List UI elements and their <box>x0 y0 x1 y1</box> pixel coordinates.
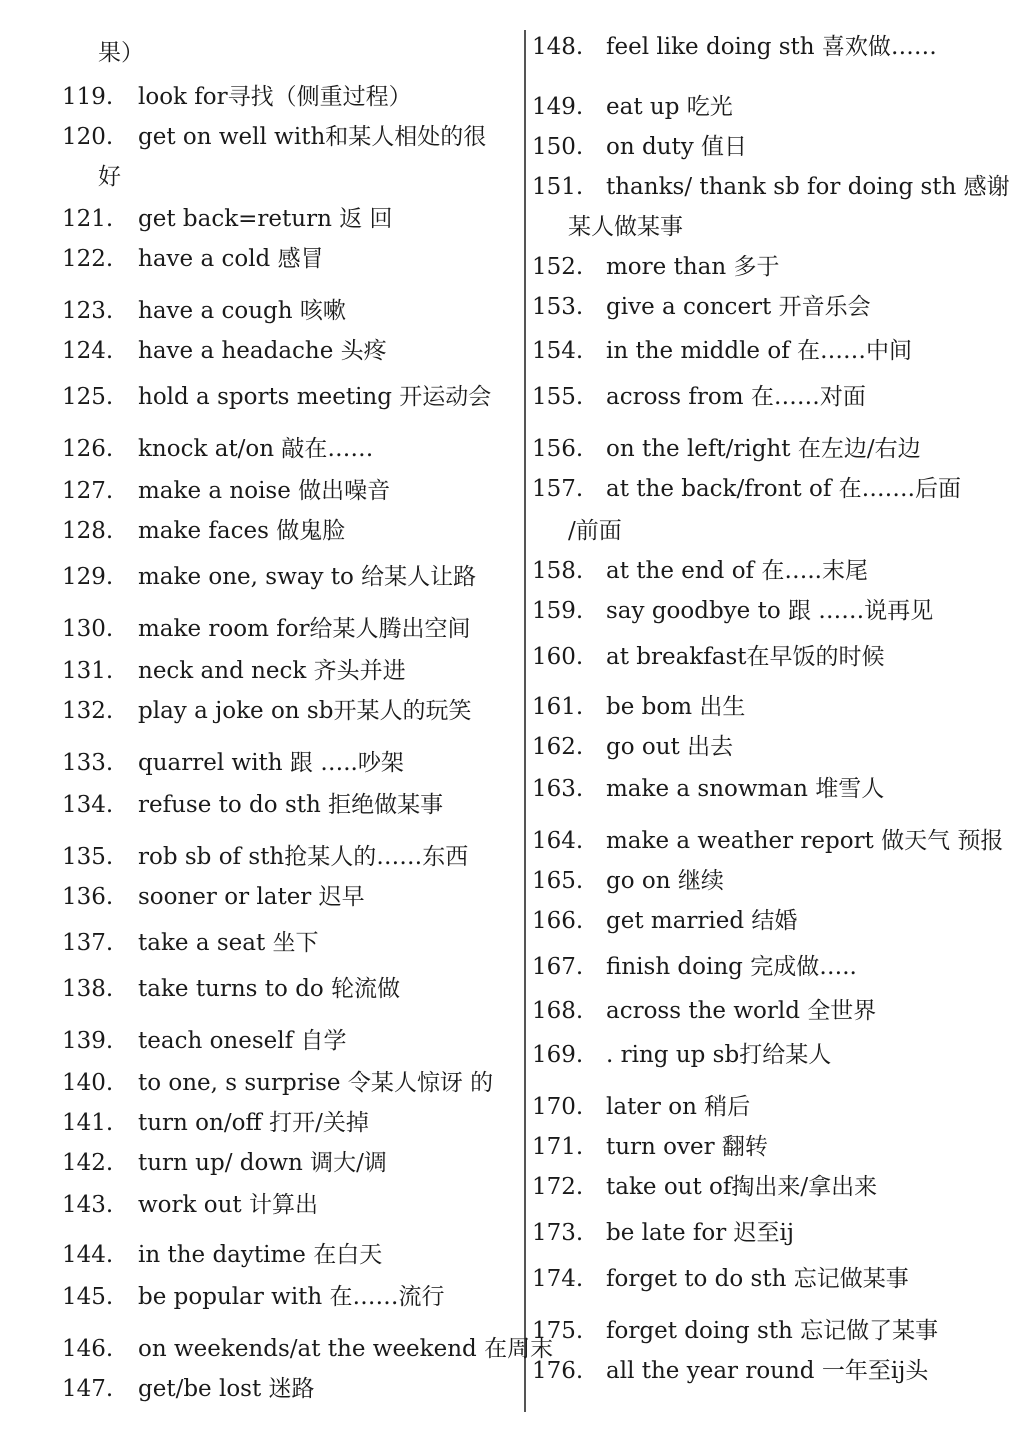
item-text: make room for给某人腾出空间 <box>138 616 471 642</box>
item-text: take turns to do 轮流做 <box>138 976 401 1002</box>
item-text: feel like doing sth 喜欢做…… <box>606 34 937 60</box>
item-number: 152. <box>532 254 584 280</box>
item-text: turn over 翻转 <box>606 1134 768 1160</box>
item-text: get back=return 返 回 <box>138 206 393 232</box>
item-text: take a seat 坐下 <box>138 930 319 956</box>
item-number: 138. <box>62 976 114 1002</box>
item-number: 160. <box>532 644 584 670</box>
item-number: 150. <box>532 134 584 160</box>
item-text: work out 计算出 <box>138 1192 318 1218</box>
item-number: 164. <box>532 828 584 854</box>
item-number: 136. <box>62 884 114 910</box>
continued-text: 好 <box>98 164 121 190</box>
column-divider <box>524 30 526 1412</box>
item-text: be popular with 在……流行 <box>138 1284 445 1310</box>
item-text: refuse to do sth 拒绝做某事 <box>138 792 444 818</box>
item-text: be bom 出生 <box>606 694 746 720</box>
item-text: forget doing sth 忘记做了某事 <box>606 1318 939 1344</box>
item-number: 173. <box>532 1220 584 1246</box>
item-text: finish doing 完成做….. <box>606 954 857 980</box>
item-text: neck and neck 齐头并进 <box>138 658 406 684</box>
item-text: knock at/on 敲在…… <box>138 436 374 462</box>
item-number: 154. <box>532 338 584 364</box>
item-number: 157. <box>532 476 584 502</box>
item-number: 166. <box>532 908 584 934</box>
item-text: take out of掏出来/拿出来 <box>606 1174 878 1200</box>
item-number: 137. <box>62 930 114 956</box>
item-number: 119. <box>62 84 114 110</box>
item-number: 123. <box>62 298 114 324</box>
item-number: 122. <box>62 246 114 272</box>
item-number: 131. <box>62 658 114 684</box>
item-number: 174. <box>532 1266 584 1292</box>
item-text: across the world 全世界 <box>606 998 877 1024</box>
item-text: say goodbye to 跟 ……说再见 <box>606 598 934 624</box>
item-number: 133. <box>62 750 114 776</box>
item-number: 176. <box>532 1358 584 1384</box>
item-number: 172. <box>532 1174 584 1200</box>
item-number: 163. <box>532 776 584 802</box>
item-number: 153. <box>532 294 584 320</box>
item-number: 140. <box>62 1070 114 1096</box>
item-number: 143. <box>62 1192 114 1218</box>
item-number: 158. <box>532 558 584 584</box>
item-number: 134. <box>62 792 114 818</box>
item-text: on duty 值日 <box>606 134 748 160</box>
item-text: to one, s surprise 令某人惊讶 的 <box>138 1070 494 1096</box>
item-number: 159. <box>532 598 584 624</box>
continued-text: 果） <box>98 40 144 66</box>
item-text: turn up/ down 调大/调 <box>138 1150 387 1176</box>
continued-text: /前面 <box>568 518 622 544</box>
item-number: 135. <box>62 844 114 870</box>
item-number: 175. <box>532 1318 584 1344</box>
item-text: all the year round 一年至ij头 <box>606 1358 929 1384</box>
item-text: on the left/right 在左边/右边 <box>606 436 921 462</box>
item-text: thanks/ thank sb for doing sth 感谢 <box>606 174 1010 200</box>
item-number: 125. <box>62 384 114 410</box>
item-number: 151. <box>532 174 584 200</box>
item-text: at the end of 在…..末尾 <box>606 558 868 584</box>
item-text: get married 结婚 <box>606 908 798 934</box>
item-number: 128. <box>62 518 114 544</box>
item-text: have a headache 头疼 <box>138 338 387 364</box>
item-text: . ring up sb打给某人 <box>606 1042 832 1068</box>
item-text: make faces 做鬼脸 <box>138 518 346 544</box>
item-text: more than 多于 <box>606 254 780 280</box>
item-number: 142. <box>62 1150 114 1176</box>
item-number: 167. <box>532 954 584 980</box>
item-text: have a cough 咳嗽 <box>138 298 346 324</box>
item-number: 144. <box>62 1242 114 1268</box>
item-number: 165. <box>532 868 584 894</box>
item-text: have a cold 感冒 <box>138 246 324 272</box>
item-text: go out 出去 <box>606 734 734 760</box>
item-text: make a noise 做出噪音 <box>138 478 391 504</box>
item-text: in the daytime 在白天 <box>138 1242 383 1268</box>
item-number: 169. <box>532 1042 584 1068</box>
item-number: 146. <box>62 1336 114 1362</box>
item-text: turn on/off 打开/关掉 <box>138 1110 369 1136</box>
item-number: 121. <box>62 206 114 232</box>
item-number: 139. <box>62 1028 114 1054</box>
item-text: go on 继续 <box>606 868 724 894</box>
item-text: on weekends/at the weekend 在周末 <box>138 1336 554 1362</box>
item-number: 149. <box>532 94 584 120</box>
item-text: teach oneself 自学 <box>138 1028 347 1054</box>
item-text: forget to do sth 忘记做某事 <box>606 1266 909 1292</box>
item-text: in the middle of 在……中间 <box>606 338 913 364</box>
item-text: rob sb of sth抢某人的……东西 <box>138 844 469 870</box>
item-text: make one, sway to 给某人让路 <box>138 564 477 590</box>
item-text: across from 在……对面 <box>606 384 866 410</box>
item-number: 120. <box>62 124 114 150</box>
item-number: 132. <box>62 698 114 724</box>
item-text: make a weather report 做天气 预报 <box>606 828 1004 854</box>
item-number: 168. <box>532 998 584 1024</box>
item-text: at the back/front of 在…….后面 <box>606 476 961 502</box>
item-number: 170. <box>532 1094 584 1120</box>
continued-text: 某人做某事 <box>568 214 683 240</box>
item-number: 145. <box>62 1284 114 1310</box>
item-text: be late for 迟至ij <box>606 1220 795 1246</box>
item-number: 129. <box>62 564 114 590</box>
item-number: 162. <box>532 734 584 760</box>
item-text: at breakfast在早饭的时候 <box>606 644 885 670</box>
item-number: 147. <box>62 1376 114 1402</box>
item-text: later on 稍后 <box>606 1094 751 1120</box>
item-text: play a joke on sb开某人的玩笑 <box>138 698 472 724</box>
item-text: look for寻找（侧重过程） <box>138 84 412 110</box>
item-number: 130. <box>62 616 114 642</box>
item-text: make a snowman 堆雪人 <box>606 776 885 802</box>
item-number: 161. <box>532 694 584 720</box>
item-text: eat up 吃光 <box>606 94 733 120</box>
item-text: get on well with和某人相处的很 <box>138 124 487 150</box>
item-number: 141. <box>62 1110 114 1136</box>
item-number: 127. <box>62 478 114 504</box>
item-text: give a concert 开音乐会 <box>606 294 871 320</box>
item-text: hold a sports meeting 开运动会 <box>138 384 492 410</box>
item-number: 148. <box>532 34 584 60</box>
item-number: 155. <box>532 384 584 410</box>
item-number: 124. <box>62 338 114 364</box>
item-text: sooner or later 迟早 <box>138 884 365 910</box>
item-text: quarrel with 跟 …..吵架 <box>138 750 404 776</box>
item-number: 126. <box>62 436 114 462</box>
item-text: get/be lost 迷路 <box>138 1376 315 1402</box>
item-number: 156. <box>532 436 584 462</box>
item-number: 171. <box>532 1134 584 1160</box>
